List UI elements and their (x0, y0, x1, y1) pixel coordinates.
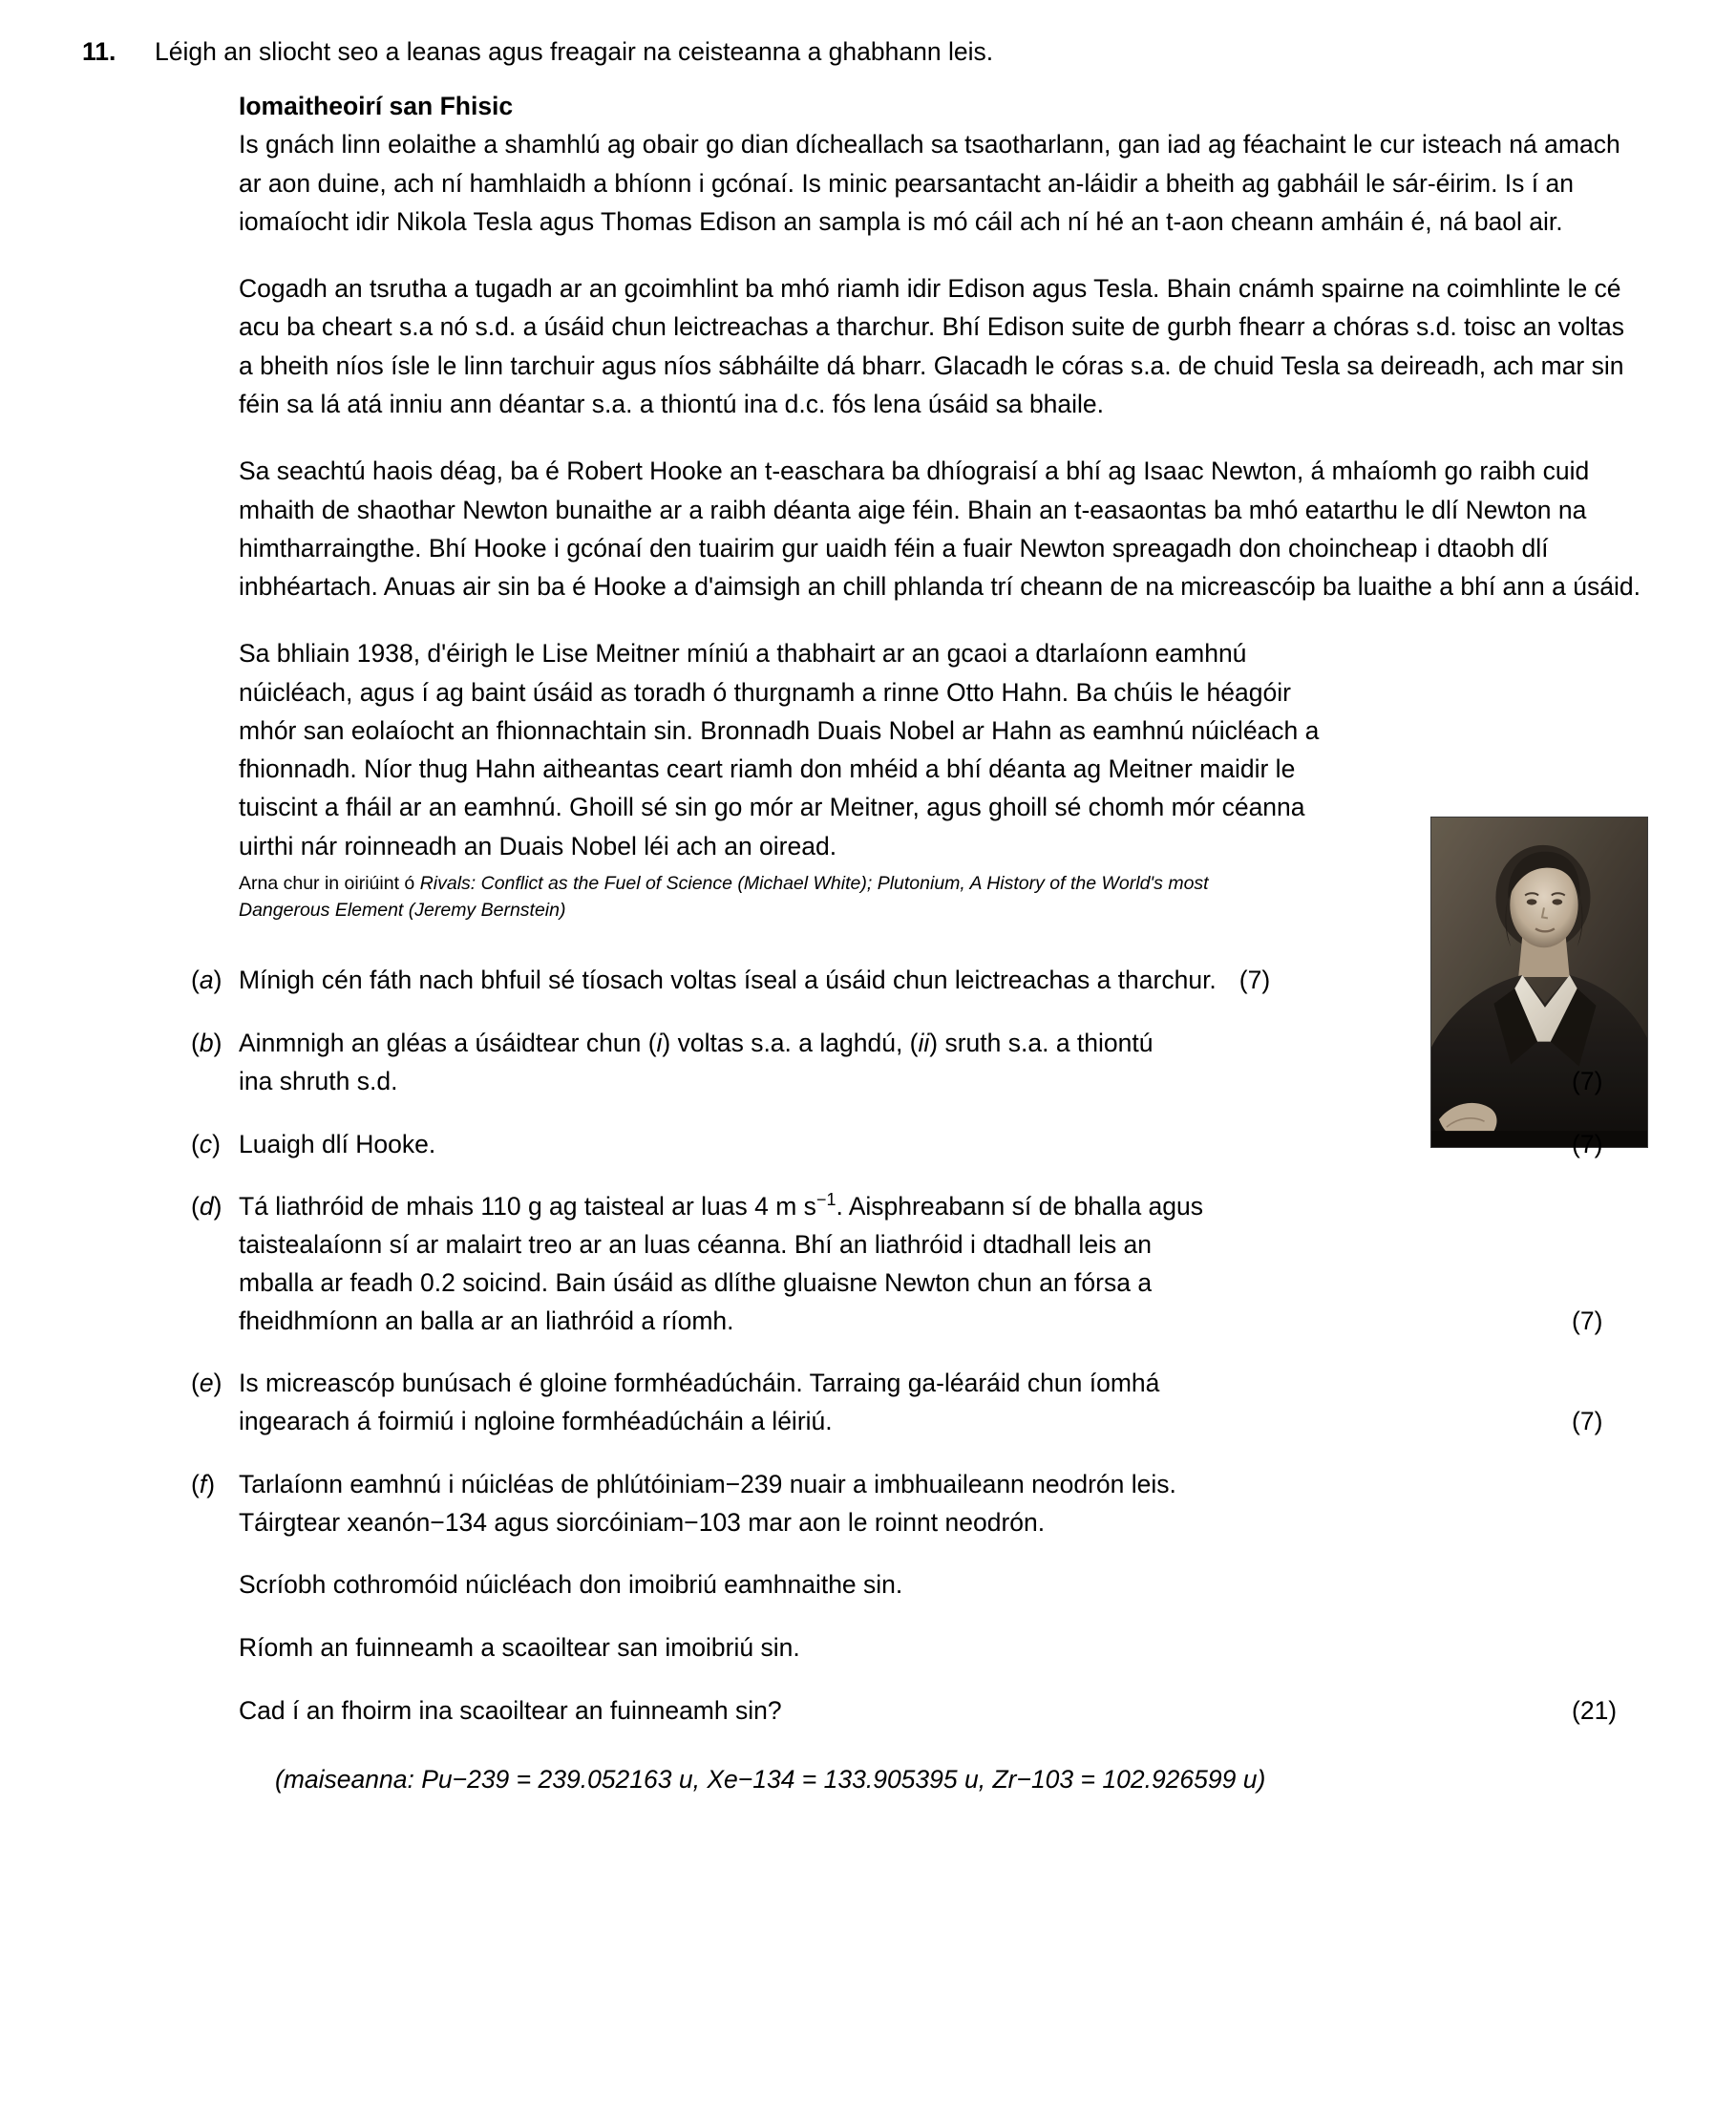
part-b-text-c: ) sruth s.a. a thiontú (929, 1029, 1154, 1058)
part-a-body (239, 962, 1648, 1000)
part-d-marks: (7) (1572, 1306, 1603, 1335)
part-e-line-1: Is micreascóp bunúsach é gloine formhéadúcháin. Tarraing ga-léaráid chun íomhá (239, 1369, 1160, 1398)
question-header (76, 34, 1648, 71)
part-f-task-3-text: Cad í an fhoirm ina scaoiltear an fuinneamh sin? (239, 1695, 782, 1725)
attribution-prefix: Arna chur in oiriúint ó (239, 872, 420, 894)
masses-note: (maiseanna: Pu−239 = 239.052163 u, Xe−134 = 133.905395 u, Zr−103 = 102.926599 u) (275, 1764, 1266, 1794)
part-d-exponent: −1 (815, 1190, 836, 1210)
part-c-label: (c) (191, 1129, 221, 1158)
passage-paragraph-3: Sa seachtú haois déag, ba é Robert Hooke an t-easchara ba dhíograisí a bhí ag Isaac Newton, á mhaíomh go raibh cuid mhaith de shaothar Newton bunaithe ar a raibh déanta aige féin. Bhain an t-easaontas ba mhó eatarthu le dlí Newton na himtharraingthe. Bhí Hooke i gcónaí den tuairim gur uaidh féin a fuair Newton spreagadh don choincheap i dtaobh dlí inbhéartach. Anuas air sin ba é Hooke a d'aimsigh an chill phlanda trí cheann de na micreascóip ba luaithe a bhí ann a úsáid. (239, 457, 1641, 602)
part-d-body (239, 1188, 1648, 1340)
passage-paragraph-4: Sa bhliain 1938, d'éirigh le Lise Meitner míniú a thabhairt ar an gcaoi a dtarlaíonn eamhnú núicléach, agus í ag baint úsáid as toradh ó thurgnamh a rinne Otto Hahn. Ba chúis le héagóir mhór san eolaíocht an fhionnachtain sin. Bronnadh Duais Nobel ar Hahn as eamhnú núicléach a fhionnadh. Níor thug Hahn aitheantas ceart riamh don mhéid a bhí déanta ag Meitner maidir le tuiscint a fháil ar an eamhnú. Ghoill sé sin go mór ar Meitner, agus ghoill sé chomh mór céanna uirthi nár roinneadh an Duais Nobel léi ach an oiread. (239, 639, 1320, 860)
part-d-line-3: mballa ar feadh 0.2 soicind. Bain úsáid as dlíthe gluaisne Newton chun an fórsa a (239, 1267, 1153, 1297)
part-b-text-b: ) voltas s.a. a laghdú, ( (662, 1029, 919, 1058)
part-c (155, 1126, 1648, 1164)
part-d-line-1 (239, 1188, 1648, 1226)
part-f-body (239, 1466, 1648, 1799)
part-b-roman-ii: ii (918, 1029, 930, 1058)
part-e-body (239, 1365, 1648, 1441)
part-d-label: (d) (191, 1192, 222, 1221)
part-f-marks: (21) (1572, 1695, 1618, 1725)
part-b-line-1 (239, 1025, 1648, 1063)
part-c-marks: (7) (1572, 1129, 1603, 1158)
part-b-line-2 (239, 1063, 1648, 1101)
part-a-text: Mínigh cén fáth nach bhfuil sé tíosach voltas íseal a úsáid chun leictreachas a tharchur. (239, 966, 1217, 995)
passage-block (155, 88, 1648, 924)
sub-question-list (155, 962, 1648, 1798)
attribution-source-1: Rivals: Conflict as the Fuel of Science (Michael White); Plutonium, A History of the World's most (419, 872, 1209, 894)
part-e-marks: (7) (1572, 1407, 1603, 1436)
part-b-body (239, 1025, 1648, 1101)
part-b-text-a: Ainmnigh an gléas a úsáidtear chun ( (239, 1029, 657, 1058)
part-f-task-1: Scríobh cothromóid núicléach don imoibriú eamhnaithe sin. (239, 1570, 903, 1600)
part-f-line-1: Tarlaíonn eamhnú i núicléas de phlútóiniam−239 nuair a imbhuaileann neodrón leis. (239, 1469, 1176, 1498)
part-f-label: (f) (191, 1469, 216, 1498)
question-instruction: Léigh an sliocht seo a leanas agus freagair na ceisteanna a ghabhann leis. (155, 37, 994, 66)
part-d-text-b: . Aisphreabann sí de bhalla agus (836, 1192, 1204, 1221)
part-b-marks: (7) (1572, 1066, 1603, 1095)
part-f-task-2: Ríomh an fuinneamh a scaoiltear san imoibriú sin. (239, 1633, 800, 1663)
part-e-text-b: ingearach á foirmiú i ngloine formhéadúcháin a léiriú. (239, 1407, 833, 1436)
part-b (155, 1025, 1648, 1101)
part-a-label: (a) (191, 966, 222, 995)
part-b-roman-i: i (656, 1029, 663, 1058)
part-d (155, 1188, 1648, 1340)
passage-title: Iomaitheoirí san Fhisic (239, 91, 514, 120)
passage-attribution (239, 871, 1342, 924)
part-b-label: (b) (191, 1029, 222, 1058)
part-a (155, 962, 1648, 1000)
part-d-line-2: taistealaíonn sí ar malairt treo ar an luas céanna. Bhí an liathróid i dtadhall leis an (239, 1230, 1153, 1260)
part-b-text-d: ina shruth s.d. (239, 1066, 398, 1095)
part-f (155, 1466, 1648, 1799)
part-c-body (239, 1126, 1648, 1164)
question-number: 11. (82, 37, 116, 66)
passage-paragraph-2: Cogadh an tsrutha a tugadh ar an gcoimhlint ba mhó riamh idir Edison agus Tesla. Bhain cnámh spairne na coimhlinte le cé acu ba cheart s.a nó s.d. a úsáid chun leictreachas a tharchur. Bhí Edison suite de gurbh fhearr a chóras s.d. toisc an voltas a bheith níos ísle le linn tarchuir agus níos sábháilte dá bharr. Glacadh le córas s.a. de chuid Tesla sa deireadh, ach mar sin féin sa lá atá inniu ann déantar s.a. a thiontú ina d.c. fós lena úsáid sa bhaile. (239, 274, 1624, 418)
part-d-text-a: Tá liathróid de mhais 110 g ag taisteal ar luas 4 m s (239, 1192, 816, 1221)
part-e-label: (e) (191, 1369, 222, 1398)
attribution-source-2: Dangerous Element (Jeremy Bernstein) (239, 899, 566, 921)
part-c-text: Luaigh dlí Hooke. (239, 1129, 436, 1158)
part-a-marks: (7) (1238, 966, 1271, 995)
part-f-task-3 (239, 1692, 1648, 1731)
part-f-line-2: Táirgtear xeanón−134 agus siorcóiniam−103 mar aon le roinnt neodrón. (239, 1507, 1046, 1537)
passage-paragraph-1: Is gnách linn eolaithe a shamhlú ag obair go dian dícheallach sa tsaotharlann, gan iad ag féachaint le cur isteach ná amach ar aon duine, ach ní hamhlaidh a bhíonn i gcónaí. Is minic pearsantacht an-láidir a bheith ag gabháil le sár-éirim. Is í an iomaíocht idir Nikola Tesla agus Thomas Edison an sampla is mó cáil ach ní hé an t-aon cheann amháin é, ná baol air. (239, 130, 1620, 236)
part-d-text-c: fheidhmíonn an balla ar an liathróid a ríomh. (239, 1306, 734, 1335)
part-e (155, 1365, 1648, 1441)
part-e-line-2 (239, 1403, 1648, 1441)
part-d-line-4 (239, 1303, 1648, 1341)
